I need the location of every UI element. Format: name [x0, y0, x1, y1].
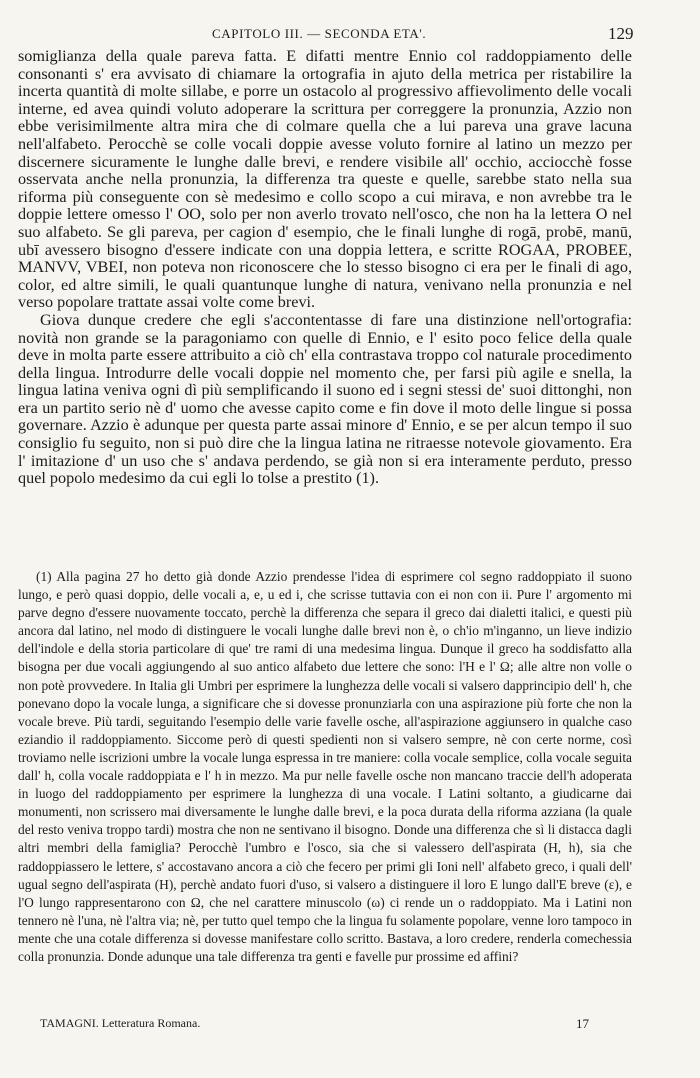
footnote-text: (1) Alla pagina 27 ho detto già donde Azzio prendesse l'idea di esprimere col segno raddoppiato il suono lungo, e però quasi doppio, delle vocali a, e, u ed i, che scrisse tuttavia con ei non con ii. Pure l' argomento mi parve degno d'essere nuovamente toccato, perchè la differenza che separa il greco dai dialetti italici, e questi più ancora dal latino, nel modo di distinguere le vocali lunghe dalle brevi non è, o ch'io m'inganno, un lieve indizio dell'indole e della storia particolare di que' tre rami di una medesima lingua. Dunque il greco ha soddisfatto alla bisogna per due vocali aggiungendo al suo antico alfabeto due lettere che sono: l'H e l' Ω; alle altre non volle o non potè provvedere. In Italia gli Umbri per esprimere la lunghezza delle vocali si valsero dapprincipio dell' h, che ponevano dopo la vocale lunga, a significare che si dovesse pronunziarla con una aspirazione più forte che non la vocale breve. Più tardi, seguitando l'esempio delle varie favelle osche, all'aspirazione aggiunsero in qualche caso eziandio il raddoppiamento. Siccome però di questi spedienti non si valsero sempre, nè con certe norme, così troviamo nelle iscrizioni umbre la vocale lunga espressa in tre maniere: colla vocale semplice, colla vocale seguita dall' h, colla vocale raddoppiata e l' h in mezzo. Ma pur nelle favelle osche non mancano traccie dell'h adoperata in luogo del raddoppiamento per esprimere la lunghezza di una vocale. I Latini soltanto, a giudicarne dai monumenti, non scrissero mai diversamente le lunghe dalle brevi, e la poca durata della riforma azziana (la quale del resto veniva troppo tardi) mostra che non ne sentivano il bisogno. Donde una differenza che sì li distacca dagli altri membri della famiglia? Perocchè l'umbro e l'osco, sia che si valessero dell'aspirata (H, h), sia che raddoppiassero le lettere, s' accostavano ancora a ciò che fecero per primi gli Ioni nell' alfabeto greco, i quali dell' ugual segno dell'aspirata (H), perchè andato fuori d'uso, si valsero a distinguere il loro E lungo dall'E breve (ε), e l'O lungo rappresentarono con Ω, che nel carattere minuscolo (ω) ci rende un o raddoppiato. Ma i Latini non tennero nè l'una, nè l'altra via; nè, per tutto quel tempo che la lingua fu solamente popolare, venne loro tampoco in mente che una cotale differenza si dovesse manifestare collo scritto. Bastava, a loro credere, renderla comechessia colla pronunzia. Donde adunque una tale differenza tra genti e favelle pur prossime ed affini?: [18, 569, 632, 964]
page-header: [0, 24, 700, 46]
footnote: [18, 568, 632, 966]
signature-number: 17: [576, 1016, 589, 1031]
running-title: CAPITOLO III. — SECONDA ETA'.: [212, 26, 427, 41]
page-footer: [18, 1016, 632, 1036]
paragraph-1: somiglianza della quale pareva fatta. E difatti mentre Ennio col raddoppiamento delle consonanti s' era avvisato di chiamare la ortografia in ajuto della metrica per ristabilire la incerta quantità di molte sillabe, e porre un ostacolo al progressivo affievolimento delle vocali interne, ed avea quindi voluto adoperare la scrittura per correggere la pronunzia, Azzio non ebbe verisimilmente altra mira che di colmare quella che a lui pareva una grave lacuna nell'alfabeto. Perocchè se colle vocali doppie avesse voluto fornire al latino un mezzo per discernere sicuramente le lunghe dalle brevi, e rendere visibile all' occhio, acciocchè fosse osservata anche nella pronunzia, la differenza tra queste e quelle, sarebbe stato nella sua riforma più conseguente con sè medesimo e collo scopo a cui mirava, e non avrebbe tra le doppie lettere omesso l' OO, solo per non averlo trovato nell'osco, che non ha la lettera O nel suo alfabeto. Se gli pareva, per cagion d' esempio, che le finali lunghe di rogā, probē, manū, ubī avessero bisogno d'essere indicate con una doppia lettera, e scritte ROGAA, PROBEE, MANVV, VBEI, non poteva non riconoscere che lo stesso bisogno ci era per le finali di ago, color, ed altre simili, le quali quantunque lunghe di natura, venivano nella pronunzia e nel verso popolare trattate assai volte come brevi.: [18, 47, 632, 312]
footer-author-title: TAMAGNI. Letteratura Romana.: [40, 1016, 201, 1030]
main-text: [18, 48, 632, 488]
page-number: 129: [608, 24, 634, 43]
paragraph-2: Giova dunque credere che egli s'accontentasse di fare una distinzione nell'ortografia: novità non grande se la paragoniamo con quelle di Ennio, e l' esito poco felice della quale deve in molta parte essere attribuito a ciò ch' ella contrastava troppo col naturale procedimento della lingua. Introdurre delle vocali doppie nel momento che, per farsi più agile e snella, la lingua latina veniva ogni dì più semplificando il suono ed i segni stessi de' suoi dittonghi, non era un partito serio nè d' uomo che avesse capito come e fin dove il moto delle lingue si possa governare. Azzio è adunque per questa parte assai minore d' Ennio, e se per alcun tempo il suo consiglio fu seguito, non si può dire che la lingua latina ne ritraesse notevole giovamento. Era l' imitazione d' un uso che s' andava perdendo, se già non si era interamente perduto, presso quel popolo medesimo da cui egli lo tolse a prestito (1).: [18, 310, 632, 488]
